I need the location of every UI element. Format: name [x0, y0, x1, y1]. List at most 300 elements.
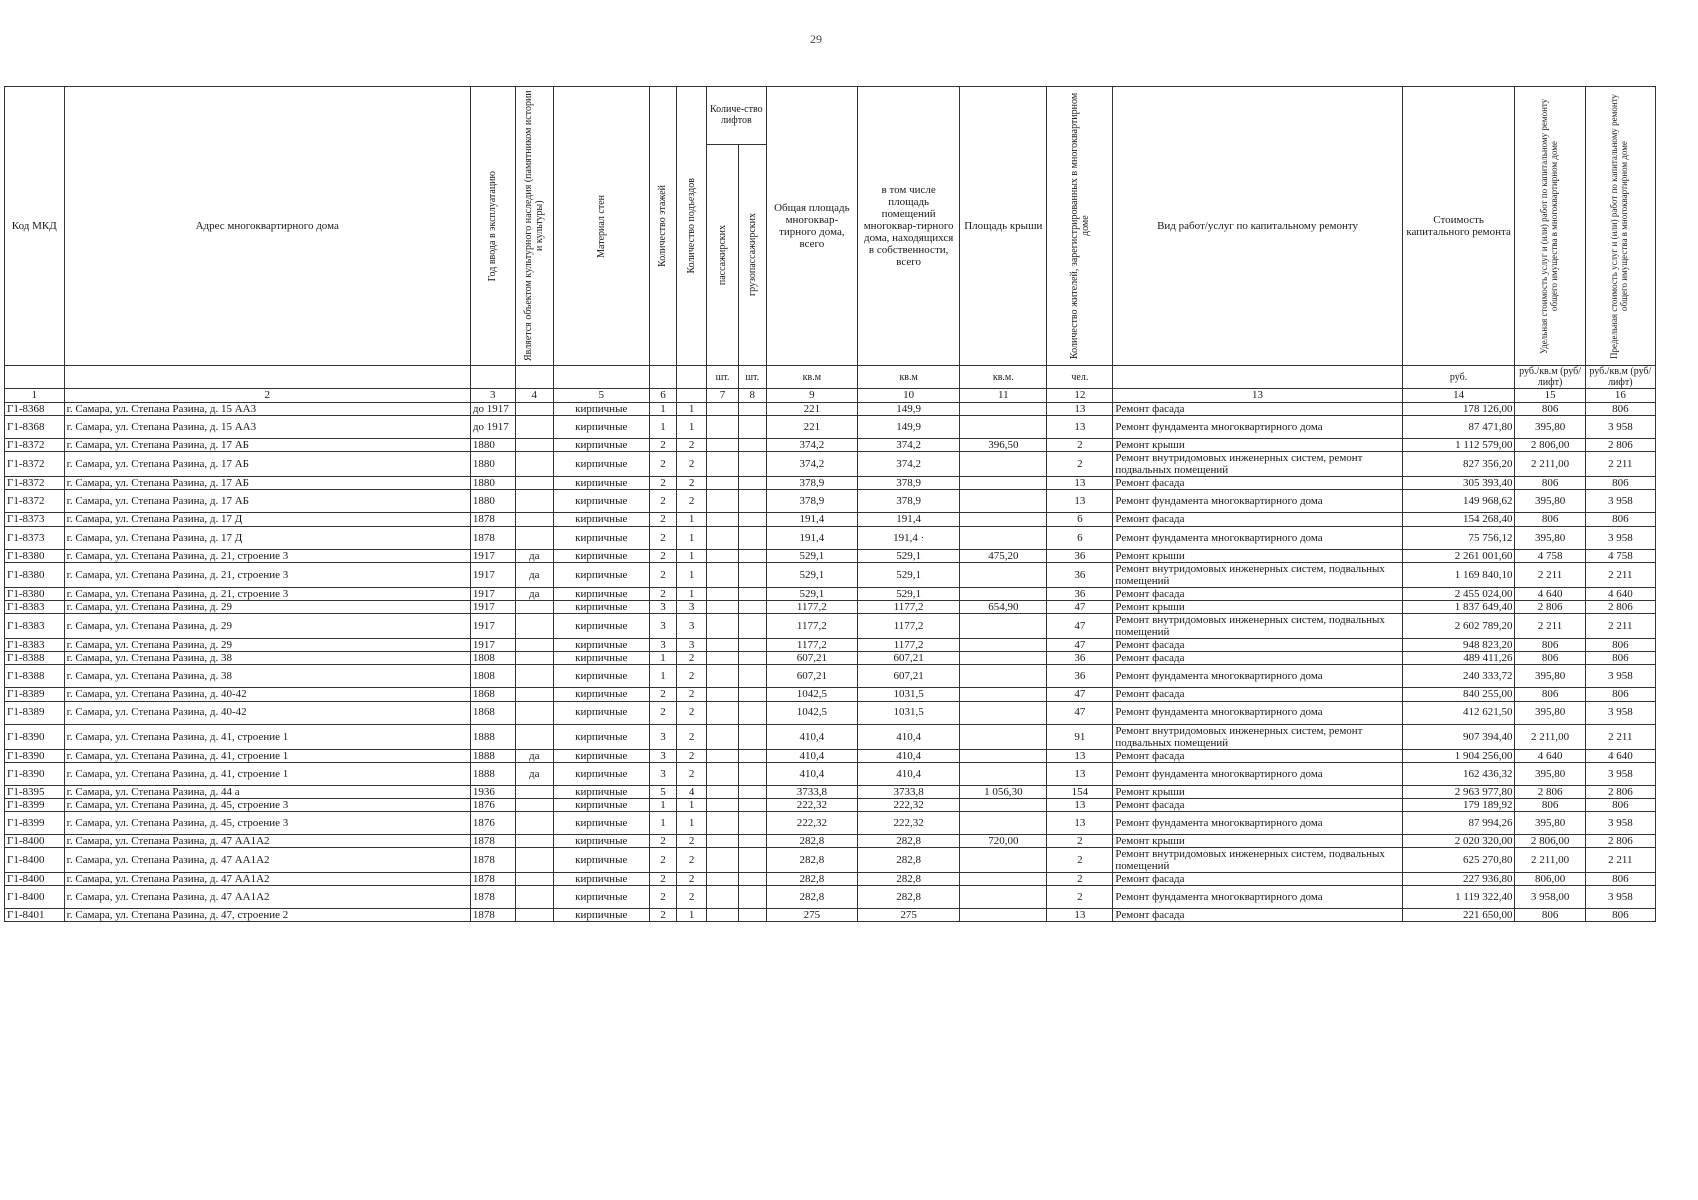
cell-code: Г1-8368	[5, 416, 65, 439]
header-code: Код МКД	[5, 87, 65, 366]
cell-lifts-passenger	[707, 416, 739, 439]
cell-heritage	[515, 452, 553, 477]
cell-year: до 1917	[470, 403, 515, 416]
cell-residents: 2	[1047, 848, 1113, 873]
cell-residents: 13	[1047, 403, 1113, 416]
cell-floors: 1	[649, 798, 677, 811]
cell-lifts-cargo	[738, 490, 766, 513]
table-row	[5, 886, 1656, 909]
cell-roof	[960, 513, 1047, 526]
cell-code: Г1-8383	[5, 639, 65, 652]
column-number: 5	[553, 389, 649, 403]
cell-unit-cost: 2 806	[1515, 600, 1585, 613]
cell-year: 1878	[470, 909, 515, 922]
cell-year: 1876	[470, 811, 515, 834]
cell-area-total: 282,8	[766, 848, 857, 873]
cell-unit-cost: 395,80	[1515, 490, 1585, 513]
cell-address: г. Самара, ул. Степана Разина, д. 40-42	[64, 701, 470, 724]
unit-roof: кв.м.	[960, 366, 1047, 389]
cell-year: до 1917	[470, 416, 515, 439]
cell-floors: 2	[649, 526, 677, 549]
cell-area-total: 1042,5	[766, 688, 857, 701]
cell-area-total: 221	[766, 416, 857, 439]
table-row	[5, 665, 1656, 688]
cell-unit-cost: 3 958,00	[1515, 886, 1585, 909]
cell-area-owned: 1177,2	[858, 639, 960, 652]
cell-unit-cost: 395,80	[1515, 665, 1585, 688]
cell-work-type: Ремонт внутридомовых инженерных систем, подвальных помещений	[1113, 614, 1402, 639]
header-address: Адрес многоквартирного дома	[64, 87, 470, 366]
cell-cost: 1 904 256,00	[1402, 749, 1515, 762]
cell-cost: 907 394,40	[1402, 724, 1515, 749]
table-row	[5, 600, 1656, 613]
cell-unit-cost: 806	[1515, 477, 1585, 490]
cell-work-type: Ремонт фундамента многоквартирного дома	[1113, 490, 1402, 513]
table-row	[5, 909, 1656, 922]
cell-cost: 625 270,80	[1402, 848, 1515, 873]
column-number: 14	[1402, 389, 1515, 403]
cell-lifts-cargo	[738, 665, 766, 688]
cell-area-owned: 529,1	[858, 562, 960, 587]
cell-unit-cost: 2 806	[1515, 785, 1585, 798]
cell-code: Г1-8380	[5, 587, 65, 600]
cell-unit-cost: 2 806,00	[1515, 439, 1585, 452]
cell-address: г. Самара, ул. Степана Разина, д. 17 АБ	[64, 477, 470, 490]
cell-code: Г1-8399	[5, 798, 65, 811]
cell-lifts-passenger	[707, 513, 739, 526]
cell-year: 1808	[470, 665, 515, 688]
header-cost: Стоимость капитального ремонта	[1402, 87, 1515, 366]
cell-area-total: 1177,2	[766, 600, 857, 613]
table-row	[5, 416, 1656, 439]
cell-entrances: 1	[677, 909, 707, 922]
column-number: 11	[960, 389, 1047, 403]
cell-code: Г1-8373	[5, 526, 65, 549]
cell-code: Г1-8400	[5, 834, 65, 847]
cell-work-type: Ремонт крыши	[1113, 834, 1402, 847]
cell-code: Г1-8380	[5, 562, 65, 587]
cell-year: 1868	[470, 701, 515, 724]
cell-address: г. Самара, ул. Степана Разина, д. 21, строение 3	[64, 587, 470, 600]
cell-lifts-cargo	[738, 526, 766, 549]
cell-code: Г1-8400	[5, 873, 65, 886]
cell-material: кирпичные	[553, 848, 649, 873]
cell-area-owned: 222,32	[858, 811, 960, 834]
cell-lifts-cargo	[738, 848, 766, 873]
column-number: 9	[766, 389, 857, 403]
cell-code: Г1-8389	[5, 688, 65, 701]
header-roof-area: Площадь крыши	[960, 87, 1047, 366]
cell-area-owned: 607,21	[858, 652, 960, 665]
cell-work-type: Ремонт фундамента многоквартирного дома	[1113, 526, 1402, 549]
cell-address: г. Самара, ул. Степана Разина, д. 29	[64, 639, 470, 652]
cell-lifts-passenger	[707, 490, 739, 513]
cell-limit-cost: 806	[1585, 688, 1655, 701]
cell-unit-cost: 2 211,00	[1515, 724, 1585, 749]
cell-roof	[960, 639, 1047, 652]
cell-material: кирпичные	[553, 639, 649, 652]
cell-floors: 2	[649, 909, 677, 922]
cell-lifts-cargo	[738, 811, 766, 834]
header-lifts-passenger	[707, 144, 739, 365]
cell-area-total: 374,2	[766, 452, 857, 477]
cell-roof: 654,90	[960, 600, 1047, 613]
cell-unit-cost: 395,80	[1515, 811, 1585, 834]
cell-lifts-passenger	[707, 834, 739, 847]
cell-area-total: 222,32	[766, 811, 857, 834]
cell-lifts-cargo	[738, 688, 766, 701]
cell-area-owned: 149,9	[858, 403, 960, 416]
table-row	[5, 452, 1656, 477]
cell-area-total: 410,4	[766, 749, 857, 762]
cell-lifts-passenger	[707, 873, 739, 886]
cell-area-owned: 275	[858, 909, 960, 922]
header-lifts-cargo-label: грузопассажирских	[746, 213, 758, 297]
cell-year: 1888	[470, 749, 515, 762]
cell-year: 1917	[470, 549, 515, 562]
cell-lifts-cargo	[738, 403, 766, 416]
cell-code: Г1-8372	[5, 490, 65, 513]
cell-residents: 36	[1047, 562, 1113, 587]
cell-address: г. Самара, ул. Степана Разина, д. 44 а	[64, 785, 470, 798]
cell-lifts-cargo	[738, 549, 766, 562]
cell-limit-cost: 806	[1585, 403, 1655, 416]
cell-heritage	[515, 848, 553, 873]
column-number: 16	[1585, 389, 1655, 403]
cell-cost: 827 356,20	[1402, 452, 1515, 477]
cell-floors: 3	[649, 749, 677, 762]
cell-material: кирпичные	[553, 749, 649, 762]
cell-material: кирпичные	[553, 798, 649, 811]
cell-material: кирпичные	[553, 652, 649, 665]
header-residents	[1047, 87, 1113, 366]
cell-heritage	[515, 526, 553, 549]
column-number	[677, 389, 707, 403]
cell-roof	[960, 562, 1047, 587]
cell-cost: 2 963 977,80	[1402, 785, 1515, 798]
cell-heritage	[515, 513, 553, 526]
cell-floors: 3	[649, 762, 677, 785]
cell-lifts-passenger	[707, 688, 739, 701]
cell-address: г. Самара, ул. Степана Разина, д. 41, строение 1	[64, 724, 470, 749]
cell-floors: 1	[649, 665, 677, 688]
cell-lifts-cargo	[738, 886, 766, 909]
cell-lifts-passenger	[707, 526, 739, 549]
header-year-label: Год ввода в эксплуатацию	[487, 170, 499, 282]
cell-material: кирпичные	[553, 701, 649, 724]
table-row	[5, 562, 1656, 587]
cell-roof	[960, 416, 1047, 439]
cell-roof	[960, 811, 1047, 834]
cell-residents: 47	[1047, 600, 1113, 613]
cell-floors: 2	[649, 477, 677, 490]
cell-material: кирпичные	[553, 416, 649, 439]
cell-roof	[960, 798, 1047, 811]
cell-roof: 396,50	[960, 439, 1047, 452]
cell-heritage: да	[515, 562, 553, 587]
cell-lifts-cargo	[738, 587, 766, 600]
cell-heritage	[515, 724, 553, 749]
cell-area-total: 374,2	[766, 439, 857, 452]
cell-unit-cost: 806	[1515, 909, 1585, 922]
cell-floors: 1	[649, 811, 677, 834]
cell-floors: 1	[649, 652, 677, 665]
cell-entrances: 2	[677, 665, 707, 688]
cell-heritage	[515, 873, 553, 886]
unit-lifts-cargo: шт.	[738, 366, 766, 389]
unit-area-owned: кв.м	[858, 366, 960, 389]
cell-heritage	[515, 886, 553, 909]
table-row	[5, 798, 1656, 811]
cell-code: Г1-8373	[5, 513, 65, 526]
cell-floors: 2	[649, 452, 677, 477]
header-heritage-label: Является объектом культурного наследия (памятником истории и культуры)	[523, 90, 546, 362]
cell-cost: 305 393,40	[1402, 477, 1515, 490]
cell-cost: 227 936,80	[1402, 873, 1515, 886]
cell-entrances: 3	[677, 600, 707, 613]
cell-address: г. Самара, ул. Степана Разина, д. 45, строение 3	[64, 798, 470, 811]
cell-heritage	[515, 798, 553, 811]
column-number: 8	[738, 389, 766, 403]
cell-material: кирпичные	[553, 614, 649, 639]
cell-code: Г1-8372	[5, 477, 65, 490]
cell-area-total: 607,21	[766, 665, 857, 688]
cell-lifts-passenger	[707, 587, 739, 600]
cell-roof: 475,20	[960, 549, 1047, 562]
cell-area-owned: 378,9	[858, 490, 960, 513]
cell-roof	[960, 749, 1047, 762]
table-body	[5, 403, 1656, 922]
cell-year: 1878	[470, 513, 515, 526]
cell-floors: 3	[649, 600, 677, 613]
cell-work-type: Ремонт крыши	[1113, 549, 1402, 562]
table-row	[5, 439, 1656, 452]
cell-address: г. Самара, ул. Степана Разина, д. 17 Д	[64, 513, 470, 526]
cell-cost: 2 261 001,60	[1402, 549, 1515, 562]
cell-lifts-passenger	[707, 762, 739, 785]
cell-lifts-passenger	[707, 639, 739, 652]
cell-work-type: Ремонт фасада	[1113, 587, 1402, 600]
table-row	[5, 490, 1656, 513]
cell-limit-cost: 806	[1585, 639, 1655, 652]
cell-work-type: Ремонт фасада	[1113, 639, 1402, 652]
cell-limit-cost: 3 958	[1585, 526, 1655, 549]
cell-area-owned: 1031,5	[858, 701, 960, 724]
cell-address: г. Самара, ул. Степана Разина, д. 17 АБ	[64, 452, 470, 477]
cell-limit-cost: 806	[1585, 798, 1655, 811]
cell-floors: 3	[649, 724, 677, 749]
cell-entrances: 1	[677, 526, 707, 549]
cell-residents: 13	[1047, 416, 1113, 439]
cell-heritage	[515, 477, 553, 490]
cell-year: 1917	[470, 600, 515, 613]
unit-cell	[515, 366, 553, 389]
cell-limit-cost: 3 958	[1585, 701, 1655, 724]
cell-code: Г1-8388	[5, 652, 65, 665]
cell-lifts-cargo	[738, 513, 766, 526]
cell-residents: 47	[1047, 614, 1113, 639]
cell-unit-cost: 395,80	[1515, 762, 1585, 785]
cell-area-total: 607,21	[766, 652, 857, 665]
cell-material: кирпичные	[553, 600, 649, 613]
cell-year: 1888	[470, 724, 515, 749]
cell-residents: 13	[1047, 749, 1113, 762]
cell-area-total: 529,1	[766, 549, 857, 562]
unit-cell	[553, 366, 649, 389]
header-lifts: Количе-ство лифтов	[707, 87, 767, 145]
unit-cell	[5, 366, 65, 389]
cell-heritage	[515, 439, 553, 452]
unit-cell	[677, 366, 707, 389]
cell-entrances: 2	[677, 490, 707, 513]
cell-lifts-passenger	[707, 439, 739, 452]
cell-residents: 36	[1047, 665, 1113, 688]
cell-residents: 91	[1047, 724, 1113, 749]
cell-cost: 1 112 579,00	[1402, 439, 1515, 452]
cell-material: кирпичные	[553, 587, 649, 600]
cell-year: 1880	[470, 439, 515, 452]
cell-material: кирпичные	[553, 785, 649, 798]
cell-work-type: Ремонт фундамента многоквартирного дома	[1113, 811, 1402, 834]
cell-entrances: 2	[677, 762, 707, 785]
cell-area-total: 222,32	[766, 798, 857, 811]
cell-work-type: Ремонт фасада	[1113, 749, 1402, 762]
table-row	[5, 749, 1656, 762]
cell-work-type: Ремонт фасада	[1113, 652, 1402, 665]
cell-area-owned: 282,8	[858, 886, 960, 909]
cell-cost: 87 994,26	[1402, 811, 1515, 834]
cell-area-owned: 374,2	[858, 452, 960, 477]
cell-address: г. Самара, ул. Степана Разина, д. 38	[64, 665, 470, 688]
header-floors	[649, 87, 677, 366]
column-number: 1	[5, 389, 65, 403]
cell-entrances: 2	[677, 452, 707, 477]
cell-heritage	[515, 701, 553, 724]
cell-cost: 149 968,62	[1402, 490, 1515, 513]
column-number: 7	[707, 389, 739, 403]
header-work-type: Вид работ/услуг по капитальному ремонту	[1113, 87, 1402, 366]
cell-entrances: 1	[677, 587, 707, 600]
cell-area-total: 378,9	[766, 490, 857, 513]
cell-area-total: 410,4	[766, 724, 857, 749]
cell-material: кирпичные	[553, 477, 649, 490]
cell-lifts-passenger	[707, 701, 739, 724]
cell-work-type: Ремонт фасада	[1113, 873, 1402, 886]
cell-lifts-passenger	[707, 785, 739, 798]
cell-area-total: 1042,5	[766, 701, 857, 724]
unit-cell	[64, 366, 470, 389]
cell-floors: 5	[649, 785, 677, 798]
cell-year: 1808	[470, 652, 515, 665]
cell-limit-cost: 2 806	[1585, 785, 1655, 798]
cell-lifts-passenger	[707, 749, 739, 762]
cell-area-total: 191,4	[766, 513, 857, 526]
cell-address: г. Самара, ул. Степана Разина, д. 17 Д	[64, 526, 470, 549]
cell-heritage	[515, 909, 553, 922]
table-row	[5, 834, 1656, 847]
cell-material: кирпичные	[553, 873, 649, 886]
cell-roof	[960, 477, 1047, 490]
cell-heritage	[515, 403, 553, 416]
cell-entrances: 3	[677, 614, 707, 639]
column-number: 6	[649, 389, 677, 403]
cell-floors: 2	[649, 688, 677, 701]
cell-area-total: 191,4	[766, 526, 857, 549]
cell-limit-cost: 806	[1585, 909, 1655, 922]
cell-cost: 489 411,26	[1402, 652, 1515, 665]
cell-lifts-passenger	[707, 886, 739, 909]
table-row	[5, 762, 1656, 785]
cell-year: 1936	[470, 785, 515, 798]
cell-limit-cost: 4 640	[1585, 749, 1655, 762]
cell-unit-cost: 395,80	[1515, 416, 1585, 439]
cell-cost: 162 436,32	[1402, 762, 1515, 785]
cell-roof	[960, 873, 1047, 886]
cell-material: кирпичные	[553, 811, 649, 834]
cell-entrances: 2	[677, 886, 707, 909]
cell-area-total: 529,1	[766, 587, 857, 600]
unit-unit-cost: руб./кв.м (руб/лифт)	[1515, 366, 1585, 389]
cell-unit-cost: 806	[1515, 639, 1585, 652]
cell-area-owned: 282,8	[858, 834, 960, 847]
table-row	[5, 848, 1656, 873]
cell-heritage	[515, 834, 553, 847]
cell-residents: 13	[1047, 490, 1113, 513]
cell-limit-cost: 2 211	[1585, 452, 1655, 477]
cell-residents: 47	[1047, 639, 1113, 652]
cell-entrances: 1	[677, 416, 707, 439]
cell-work-type: Ремонт внутридомовых инженерных систем, подвальных помещений	[1113, 562, 1402, 587]
column-number: 15	[1515, 389, 1585, 403]
cell-work-type: Ремонт крыши	[1113, 600, 1402, 613]
cell-floors: 2	[649, 834, 677, 847]
unit-limit-cost: руб./кв.м (руб/лифт)	[1585, 366, 1655, 389]
cell-work-type: Ремонт крыши	[1113, 785, 1402, 798]
cell-address: г. Самара, ул. Степана Разина, д. 45, строение 3	[64, 811, 470, 834]
cell-year: 1917	[470, 562, 515, 587]
cell-limit-cost: 806	[1585, 513, 1655, 526]
cell-limit-cost: 4 758	[1585, 549, 1655, 562]
cell-unit-cost: 806	[1515, 513, 1585, 526]
cell-lifts-cargo	[738, 439, 766, 452]
cell-limit-cost: 2 211	[1585, 562, 1655, 587]
header-material-label: Материал стен	[595, 194, 607, 258]
cell-floors: 2	[649, 587, 677, 600]
cell-area-owned: 607,21	[858, 665, 960, 688]
cell-limit-cost: 2 211	[1585, 724, 1655, 749]
cell-unit-cost: 395,80	[1515, 701, 1585, 724]
cell-work-type: Ремонт фасада	[1113, 477, 1402, 490]
cell-material: кирпичные	[553, 452, 649, 477]
cell-lifts-cargo	[738, 652, 766, 665]
cell-code: Г1-8401	[5, 909, 65, 922]
cell-year: 1880	[470, 490, 515, 513]
cell-address: г. Самара, ул. Степана Разина, д. 47 АА1А2	[64, 886, 470, 909]
column-numbers-row	[5, 389, 1656, 403]
cell-area-owned: 529,1	[858, 549, 960, 562]
cell-lifts-cargo	[738, 614, 766, 639]
cell-unit-cost: 2 211	[1515, 562, 1585, 587]
cell-material: кирпичные	[553, 526, 649, 549]
cell-unit-cost: 395,80	[1515, 526, 1585, 549]
cell-limit-cost: 3 958	[1585, 490, 1655, 513]
header-residents-label: Количество жителей, зарегистрированных в многоквартирном доме	[1068, 92, 1091, 360]
cell-unit-cost: 4 758	[1515, 549, 1585, 562]
cell-unit-cost: 2 211	[1515, 614, 1585, 639]
cell-residents: 2	[1047, 452, 1113, 477]
cell-address: г. Самара, ул. Степана Разина, д. 17 АБ	[64, 490, 470, 513]
column-number: 4	[515, 389, 553, 403]
